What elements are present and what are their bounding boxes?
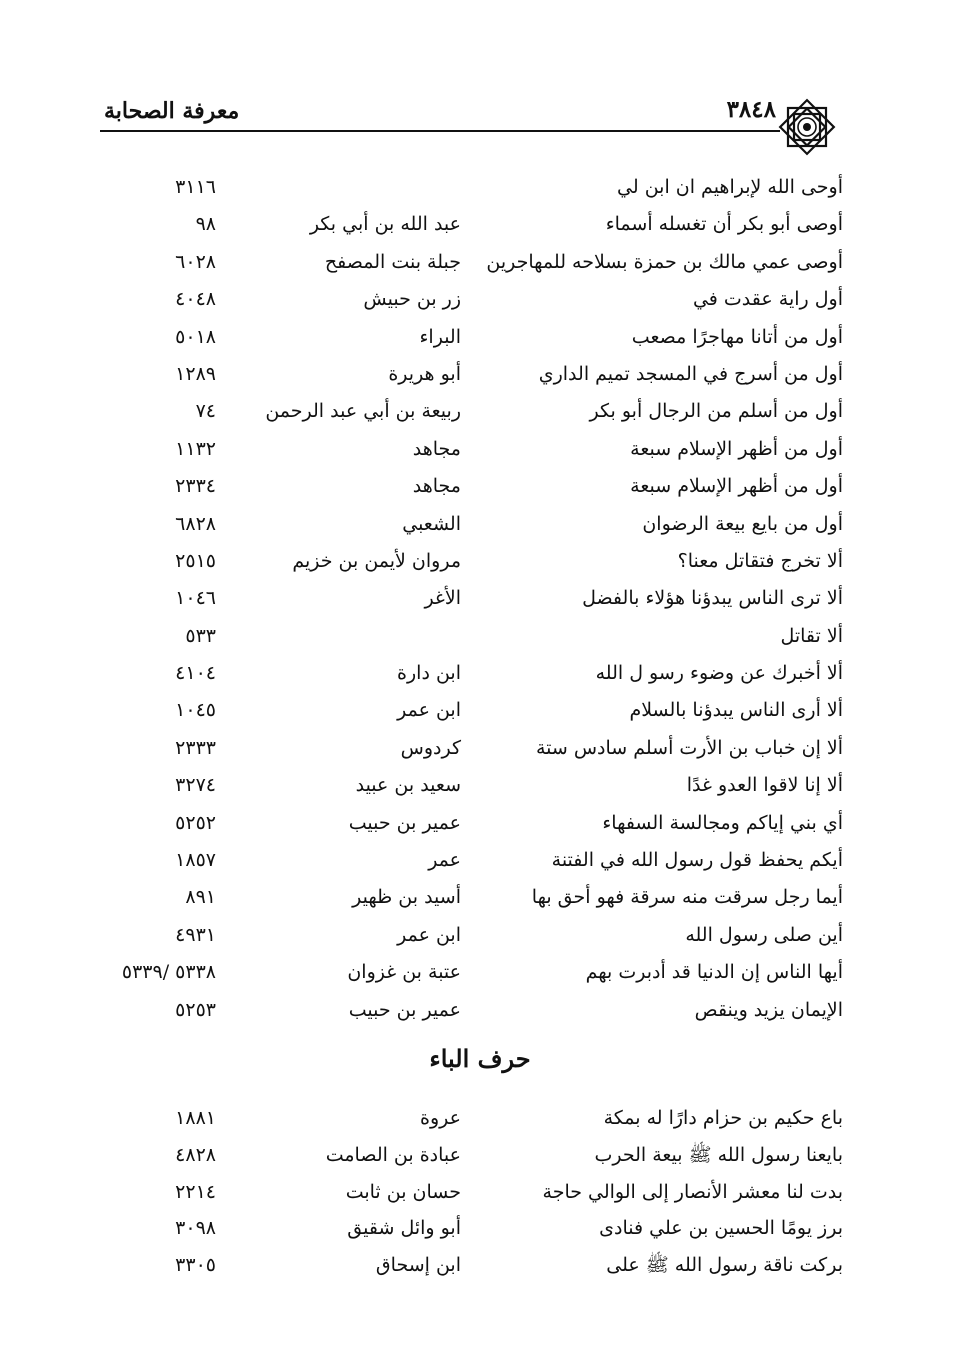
narrator: سعيد بن عبيد: [355, 774, 461, 797]
reference-number: ٥٣٣: [185, 624, 216, 647]
reference-number: ٣٣٠٥: [175, 1254, 216, 1277]
index-row: [0, 808, 961, 845]
octagram-ornament-icon: [776, 96, 838, 158]
reference-number: ٦٠٢٨: [175, 250, 216, 273]
narrator: زر بن حبيش: [363, 288, 461, 311]
reference-number: ٥٢٥٣: [175, 998, 216, 1021]
hadith-opening: ألا إنا لاقوا العدو غدًا: [686, 774, 843, 797]
reference-number: ١٠٤٥: [175, 699, 216, 722]
hadith-opening: أول راية عقدت في: [692, 288, 843, 311]
index-row: [0, 733, 961, 770]
hadith-opening: أول من بايع بيعة الرضوان: [642, 512, 843, 535]
narrator: عروة: [420, 1107, 461, 1129]
narrator: الشعبي: [402, 512, 461, 535]
index-row: [0, 957, 961, 994]
page-number: ٣٨٤٨: [726, 96, 776, 123]
narrator: البراء: [419, 325, 461, 348]
hadith-opening: ألا تقاتل: [780, 624, 843, 647]
narrator: عمير بن حبيب: [348, 998, 461, 1021]
index-row: [0, 1250, 961, 1287]
reference-number: ١٢٨٩: [175, 362, 216, 385]
book-title: معرفة الصحابة: [104, 98, 240, 124]
reference-number: ٤٩٣١: [175, 923, 216, 946]
hadith-opening: أول من أظهر الإسلام سبعة: [630, 475, 843, 498]
narrator: أسيد بن ظهير: [352, 886, 461, 909]
reference-number: ٩٨: [195, 213, 216, 236]
hadith-opening: برز يومًا الحسين بن علي فنادى: [599, 1217, 843, 1240]
reference-number: ٤٠٤٨: [175, 288, 216, 311]
index-row: [0, 247, 961, 284]
reference-number: ٧٤: [195, 400, 216, 423]
hadith-opening: ألا تخرج فتقاتل معنا؟: [677, 549, 843, 572]
hadith-opening: ألا ترى الناس يبدؤنا هؤلاء بالفضل: [582, 587, 843, 610]
hadith-opening: أوصى عمي مالك بن حمزة بسلاحه للمهاجرين: [486, 250, 843, 273]
narrator: أبو هريرة: [388, 362, 461, 385]
reference-number: ٣١١٦: [175, 176, 216, 198]
hadith-opening: أيما رجل سرقت منه سرقة فهو أحق بها: [531, 886, 843, 909]
reference-number: ٤١٠٤: [175, 662, 216, 685]
hadith-opening: ألا أرى الناس يبدؤنا بالسلام: [629, 699, 843, 722]
narrator: مجاهد: [412, 437, 461, 460]
hadith-opening: أول من أظهر الإسلام سبعة: [630, 437, 843, 460]
hadith-opening: بركت ناقة رسول الله ﷺ على: [606, 1254, 843, 1277]
index-list: [0, 172, 961, 1032]
reference-number: ٢٣٣٤: [175, 475, 216, 498]
narrator: ابن عمر: [397, 923, 461, 946]
index-row: [0, 509, 961, 546]
index-row: [0, 434, 961, 471]
narrator: مجاهد: [412, 475, 461, 498]
narrator: جبلة بنت المصفح: [324, 250, 461, 273]
reference-number: ١١٣٢: [175, 437, 216, 460]
section-title: حرف الباء: [429, 1044, 531, 1073]
reference-number: ٤٨٢٨: [175, 1143, 216, 1166]
header-rule: [100, 130, 780, 132]
index-row: [0, 1177, 961, 1214]
reference-number: ٢٣٣٣: [175, 736, 216, 759]
reference-number: ٨٩١: [185, 886, 216, 909]
narrator: أبو وائل شقيق: [347, 1217, 461, 1240]
narrator: عمر: [428, 849, 461, 872]
index-row: [0, 209, 961, 246]
narrator: عتبة بن غزوان: [347, 961, 461, 984]
hadith-opening: أيكم يحفظ قول رسول الله في الفتنة: [551, 849, 843, 872]
hadith-opening: أين صلى رسول الله: [685, 923, 843, 946]
narrator: ابن عمر: [397, 699, 461, 722]
hadith-opening: أول من أسلم من الرجال أبو بكر: [589, 400, 843, 423]
hadith-opening: أيها الناس إن الدنيا قد أدبرت بهم: [585, 961, 843, 984]
hadith-opening: أوصى أبو بكر أن تغسله أسماء: [605, 213, 843, 236]
index-row: [0, 995, 961, 1032]
reference-number: ٢٥١٥: [175, 549, 216, 572]
reference-number: ٣٢٧٤: [175, 774, 216, 797]
index-row: [0, 583, 961, 620]
index-row: [0, 658, 961, 695]
index-row: [0, 770, 961, 807]
index-row: [0, 882, 961, 919]
index-row: [0, 172, 961, 209]
reference-number: ٥٣٣٨ /٥٣٣٩: [121, 961, 216, 984]
reference-number: ٣٠٩٨: [175, 1217, 216, 1240]
narrator: الأغر: [424, 587, 461, 610]
index-row: [0, 546, 961, 583]
hadith-opening: أول من أتانا مهاجرًا مصعب: [631, 325, 843, 348]
index-row: [0, 1103, 961, 1140]
hadith-opening: ألا إن خباب بن الأرت أسلم سادس ستة: [535, 736, 843, 759]
reference-number: ٢٢١٤: [175, 1180, 216, 1203]
reference-number: ١٨٨١: [175, 1107, 216, 1129]
hadith-opening: أوحى الله لإبراهيم ان ابن لي: [617, 176, 843, 198]
narrator: كردوس: [400, 736, 461, 759]
index-row: [0, 695, 961, 732]
reference-number: ١٨٥٧: [175, 849, 216, 872]
reference-number: ٥٠١٨: [175, 325, 216, 348]
hadith-opening: باع حكيم بن حزام دارًا له بمكة: [603, 1107, 843, 1129]
narrator: ابن إسحاق: [375, 1254, 461, 1277]
index-row: [0, 396, 961, 433]
index-row: [0, 1213, 961, 1250]
hadith-opening: الإيمان يزيد وينقص: [694, 998, 843, 1021]
hadith-opening: ألا أخبرك عن وضوء رسو ل الله: [595, 662, 843, 685]
index-row: [0, 920, 961, 957]
index-row: [0, 1140, 961, 1177]
reference-number: ١٠٤٦: [175, 587, 216, 610]
narrator: ربيعة بن أبي عبد الرحمن: [265, 400, 461, 423]
reference-number: ٦٨٢٨: [175, 512, 216, 535]
index-row: [0, 284, 961, 321]
reference-number: ٥٢٥٢: [175, 811, 216, 834]
index-row: [0, 845, 961, 882]
index-row: [0, 471, 961, 508]
narrator: عمير بن حبيب: [348, 811, 461, 834]
index-row: [0, 322, 961, 359]
index-row: [0, 621, 961, 658]
narrator: عبد الله بن أبي بكر: [309, 213, 461, 236]
index-row: [0, 359, 961, 396]
hadith-opening: بايعنا رسول الله ﷺ بيعة الحرب: [594, 1143, 843, 1166]
narrator: عبادة بن الصامت: [325, 1143, 461, 1166]
index-list-ba: [0, 1103, 961, 1287]
hadith-opening: أي بني إياكم ومجالسة السفهاء: [602, 811, 843, 834]
hadith-opening: بدت لنا معشر الأنصار إلى الوالي حاجة: [542, 1180, 843, 1203]
narrator: مروان لأيمن بن خزيم: [292, 549, 461, 572]
narrator: حسان بن ثابت: [345, 1180, 461, 1203]
hadith-opening: أول من أسرج في المسجد تميم الداري: [538, 362, 843, 385]
narrator: ابن دارة: [397, 662, 461, 685]
